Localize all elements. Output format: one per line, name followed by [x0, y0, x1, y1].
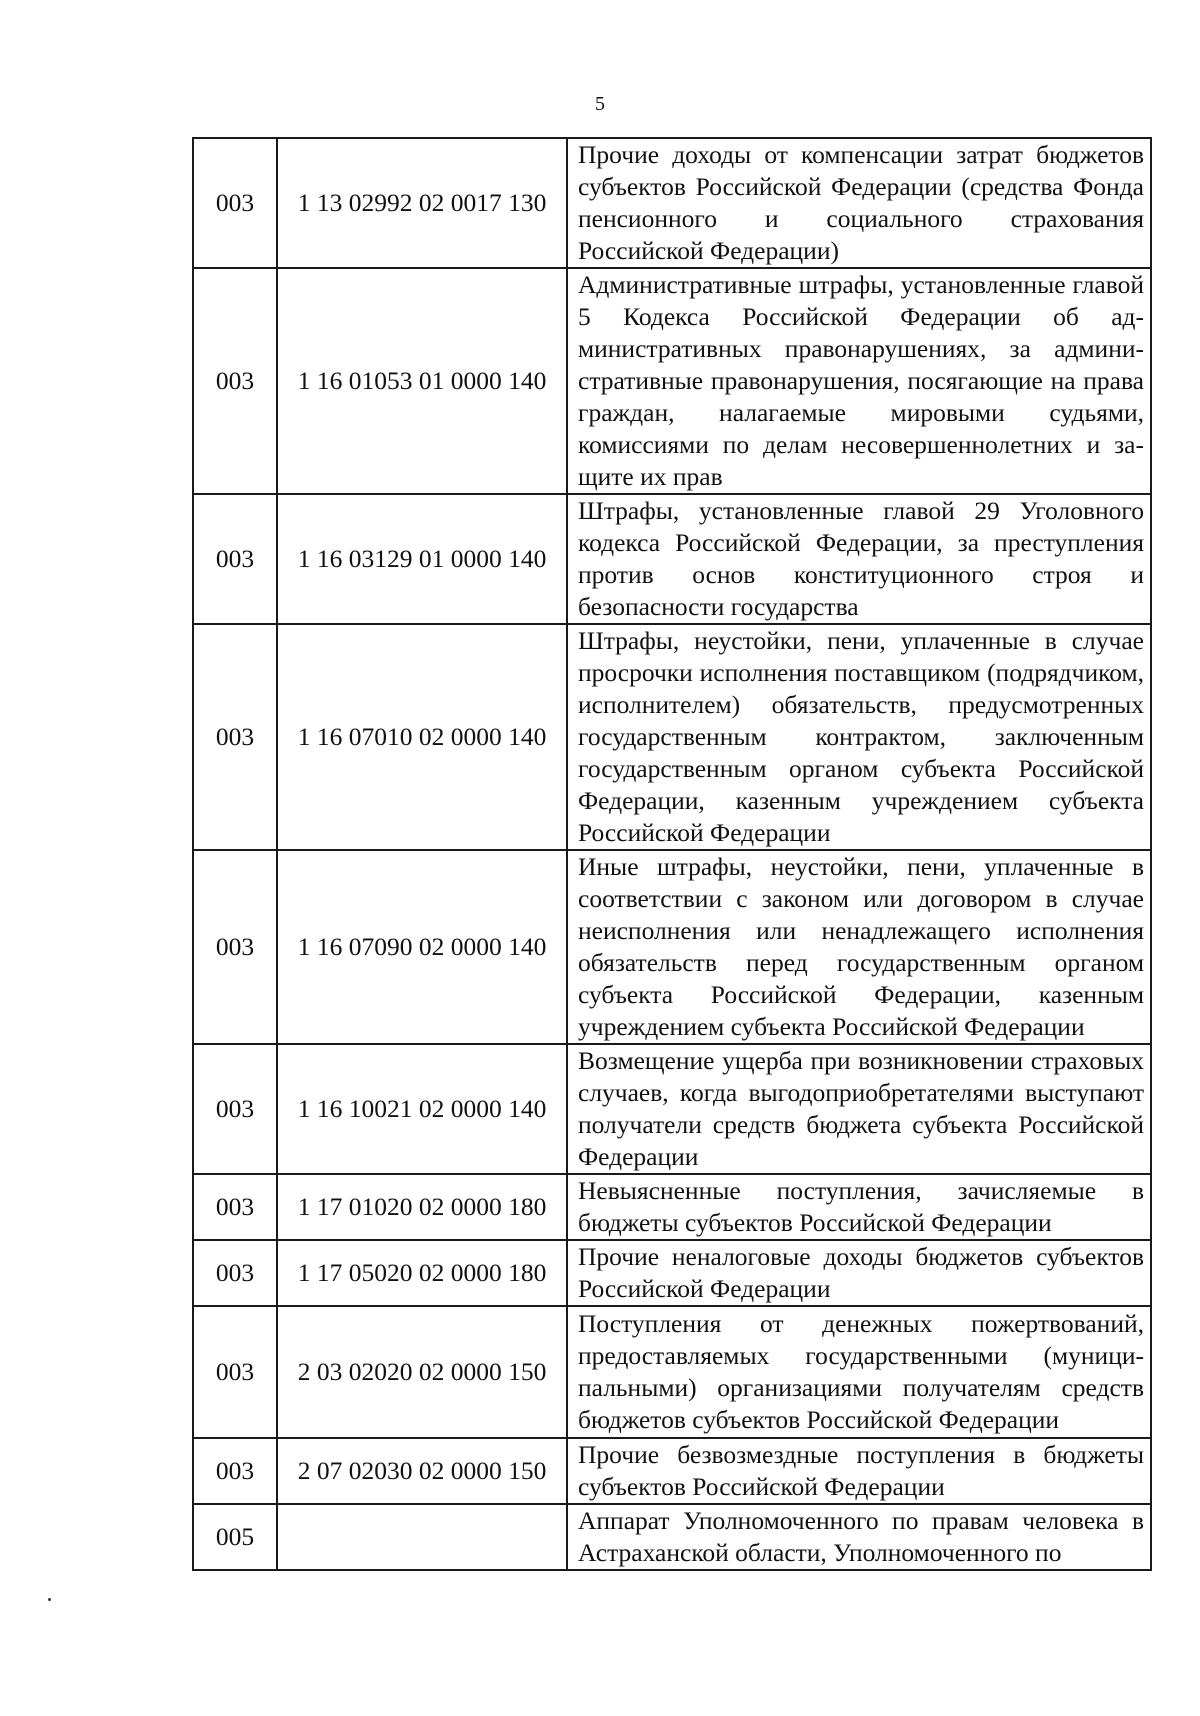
budget-code-cell: 1 16 01053 01 0000 140: [277, 268, 567, 494]
description-cell: Иные штрафы, неустойки, пени, уплаченные в соответствии с законом или договором в случае неисполнения или ненадлежащего исполнения обязательств перед государственным органом субъекта Российской Федерации, казенным учреждением субъекта Российской Федерации: [567, 850, 1151, 1044]
table-row: [193, 1504, 1151, 1570]
description-cell: Поступления от денежных пожертвований, предоставляемых государственными (муниципальными) организациями получателям средств бюджетов субъектов Российской Федерации: [567, 1306, 1151, 1438]
admin-code-cell: 003: [193, 1438, 277, 1504]
revenue-codes-table: [192, 137, 1152, 1571]
table-row: [193, 1044, 1151, 1174]
budget-code-cell: [277, 1504, 567, 1570]
table-row: [193, 1240, 1151, 1306]
budget-code-cell: 1 17 01020 02 0000 180: [277, 1174, 567, 1240]
budget-code-cell: 2 03 02020 02 0000 150: [277, 1306, 567, 1438]
scan-speck: [48, 1598, 51, 1601]
admin-code-cell: 003: [193, 624, 277, 850]
table-row: [193, 1438, 1151, 1504]
admin-code-cell: 005: [193, 1504, 277, 1570]
admin-code-cell: 003: [193, 1240, 277, 1306]
table-row: [193, 138, 1151, 268]
admin-code-cell: 003: [193, 494, 277, 624]
description-cell: Прочие безвозмездные поступления в бюджеты субъектов Российской Федерации: [567, 1438, 1151, 1504]
budget-code-cell: 1 16 07010 02 0000 140: [277, 624, 567, 850]
admin-code-cell: 003: [193, 1174, 277, 1240]
table-row: [193, 1174, 1151, 1240]
description-cell: Возмещение ущерба при возникновении страховых случаев, когда выгодоприобретателями выступают получатели средств бюджета субъекта Российской Федерации: [567, 1044, 1151, 1174]
budget-code-cell: 2 07 02030 02 0000 150: [277, 1438, 567, 1504]
description-cell: Прочие неналоговые доходы бюджетов субъектов Российской Федерации: [567, 1240, 1151, 1306]
admin-code-cell: 003: [193, 268, 277, 494]
budget-code-cell: 1 13 02992 02 0017 130: [277, 138, 567, 268]
description-cell: Невыясненные поступления, зачисляемые в бюджеты субъектов Российской Федерации: [567, 1174, 1151, 1240]
table-row: [193, 1306, 1151, 1438]
budget-code-cell: 1 16 07090 02 0000 140: [277, 850, 567, 1044]
description-cell: Административные штрафы, установленные главой 5 Кодекса Российской Федерации об административных правонарушениях, за административные правонарушения, посягающие на права граждан, налагаемые мировыми судьями, комиссиями по делам несовершеннолетних и защите их прав: [567, 268, 1151, 494]
table-row: [193, 268, 1151, 494]
admin-code-cell: 003: [193, 1044, 277, 1174]
budget-code-cell: 1 16 03129 01 0000 140: [277, 494, 567, 624]
table-row: [193, 850, 1151, 1044]
page-number: 5: [595, 93, 605, 115]
admin-code-cell: 003: [193, 138, 277, 268]
description-cell: Штрафы, установленные главой 29 Уголовного кодекса Российской Федерации, за преступления против основ конституционного строя и безопасности государства: [567, 494, 1151, 624]
table-row: [193, 494, 1151, 624]
description-cell: Аппарат Уполномоченного по правам человека в Астраханской области, Уполномоченного по: [567, 1504, 1151, 1570]
description-cell: Прочие доходы от компенсации затрат бюджетов субъектов Российской Федерации (средства Фонда пенсионного и социального страхования Российской Федерации): [567, 138, 1151, 268]
admin-code-cell: 003: [193, 1306, 277, 1438]
admin-code-cell: 003: [193, 850, 277, 1044]
budget-code-cell: 1 16 10021 02 0000 140: [277, 1044, 567, 1174]
table-row: [193, 624, 1151, 850]
budget-code-cell: 1 17 05020 02 0000 180: [277, 1240, 567, 1306]
description-cell: Штрафы, неустойки, пени, уплаченные в случае просрочки исполнения поставщиком (подрядчиком, исполнителем) обязательств, предусмотренных государственным контрактом, заключенным государственным органом субъекта Российской Федерации, казенным учреждением субъекта Российской Федерации: [567, 624, 1151, 850]
